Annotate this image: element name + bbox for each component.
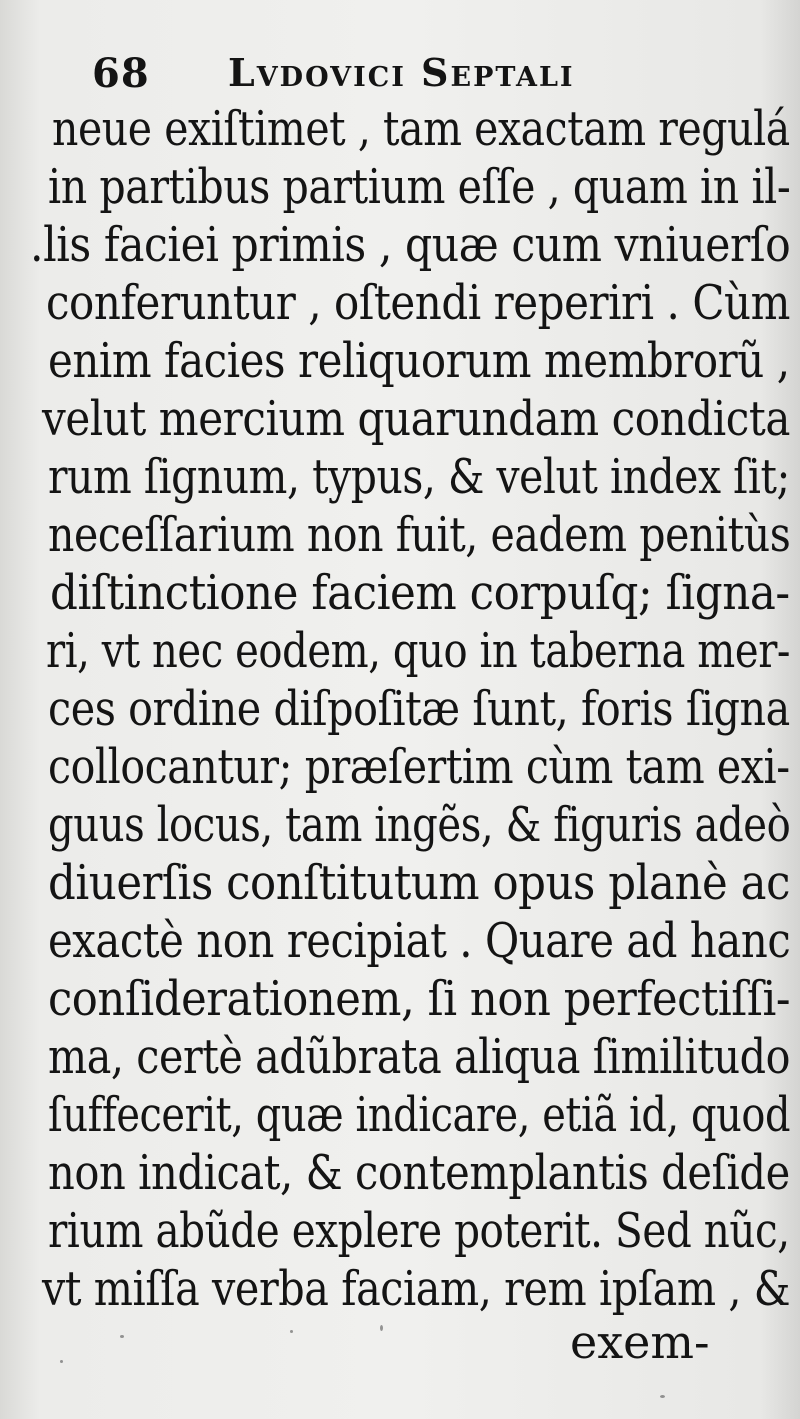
text-line: conſiderationem, ſi non perfectiſſi-: [48, 971, 791, 1027]
text-line: ri, vt nec eodem, quo in taberna mer-: [46, 623, 791, 679]
page-number: 68: [92, 50, 150, 97]
page-header: [0, 38, 800, 108]
text-line: rum ſignum, typus, & velut index ſit;: [48, 449, 790, 505]
print-speck: [660, 1395, 665, 1398]
text-line: ſuffecerit, quæ indicare, etiã id, quod: [48, 1087, 791, 1143]
text-line: diſtinctione faciem corpuſq; ſigna-: [50, 565, 790, 621]
text-line: .lis faciei primis , quæ cum vniuerſo: [30, 217, 791, 273]
running-head: Lvdovici Septali: [228, 50, 575, 95]
print-speck: [380, 1325, 383, 1331]
catchword: exem-: [570, 1315, 710, 1369]
text-line: neue exiſtimet , tam exactam regulá: [52, 101, 790, 157]
text-line: velut mercium quarundam condicta: [42, 391, 790, 447]
text-line: neceſſarium non fuit, eadem penitùs: [48, 507, 791, 563]
text-line: guus locus, tam ingẽs, & figuris adeò: [48, 797, 791, 853]
print-speck: [290, 1330, 293, 1333]
text-line: diuerſis conſtitutum opus planè ac: [48, 855, 790, 911]
text-line: conferuntur , oſtendi reperiri . Cùm: [46, 275, 790, 331]
text-line: rium abũde explere poterit. Sed nũc,: [48, 1203, 790, 1259]
text-line: ma, certè adũbrata aliqua ſimilitudo: [48, 1029, 791, 1085]
text-line: enim facies reliquorum membrorũ ,: [48, 333, 790, 389]
text-line: collocantur; præſertim cùm tam exi-: [48, 739, 790, 795]
print-speck: [120, 1335, 124, 1338]
text-line: ces ordine diſpoſitæ ſunt, foris ſigna: [48, 681, 790, 737]
text-line: in partibus partium eſſe , quam in il-: [48, 159, 791, 215]
text-line: vt miſſa verba faciam, rem ipſam , &: [42, 1261, 791, 1317]
text-line: non indicat, & contemplantis deſide: [48, 1145, 790, 1201]
print-speck: [60, 1360, 63, 1363]
text-line: exactè non recipiat . Quare ad hanc: [48, 913, 791, 969]
